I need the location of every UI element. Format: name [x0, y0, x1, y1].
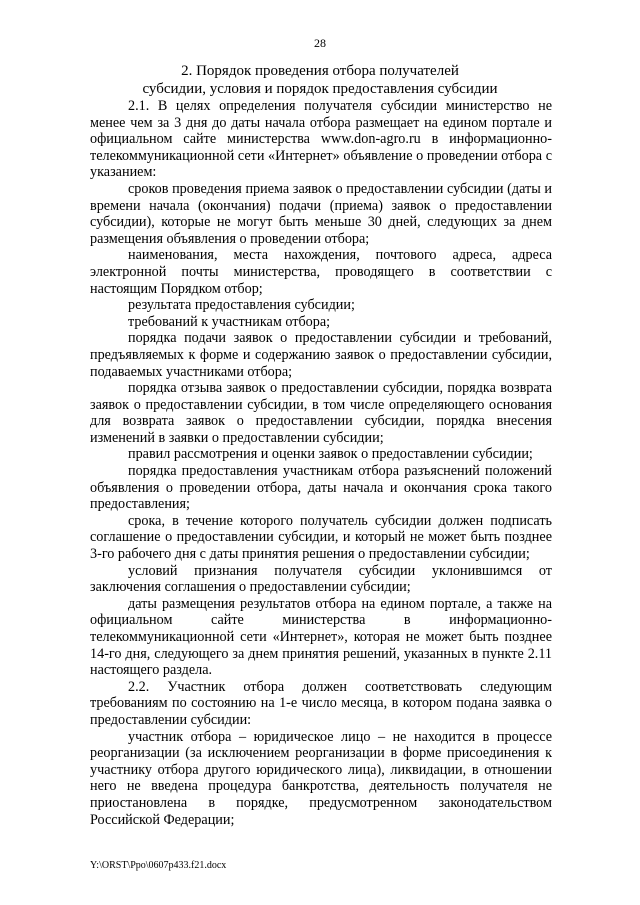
section-title-line-2: субсидии, условия и порядок предоставления субсидии: [142, 81, 498, 97]
paragraph: срока, в течение которого получатель субсидии должен подписать соглашение о предоставлении субсидии, и который не может быть позднее 3-го рабочего дня с даты принятия решения о предоставлении субсидии;: [90, 512, 552, 563]
paragraph: даты размещения результатов отбора на едином портале, а также на официальном сайте министерства в информационно-телекоммуникационной сети «Интернет», которая не может быть позднее 14-го дня, следующего за днем принятия решений, указанных в пункте 2.11 настоящего раздела.: [90, 595, 552, 679]
paragraph: наименования, места нахождения, почтового адреса, адреса электронной почты министерства, проводящего в соответствии с настоящим Порядком отбор;: [90, 247, 552, 297]
paragraph: правил рассмотрения и оценки заявок о предоставлении субсидии;: [128, 446, 533, 463]
paragraph: условий признания получателя субсидии уклонившимся от заключения соглашения о предоставлении субсидии;: [90, 562, 552, 596]
paragraph: порядка предоставления участникам отбора разъяснений положений объявления о проведении отбора, даты начала и окончания срока такого предоставления;: [90, 463, 552, 513]
paragraph: порядка подачи заявок о предоставлении субсидии и требований, предъявляемых к форме и содержанию заявок о предоставлении субсидии, подаваемых участниками отбора;: [90, 330, 552, 380]
paragraph: результата предоставления субсидии;: [128, 297, 355, 314]
section-title: [90, 62, 550, 98]
paragraph: 2.1. В целях определения получателя субсидии министерство не менее чем за 3 дня до даты начала отбора размещает на едином портале и официальном сайте министерства www.don-agro.ru в информационно-телекоммуникационной сети «Интернет» объявление о проведении отбора с указанием:: [90, 98, 552, 181]
footer-file-path: Y:\ORST\Ppo\0607p433.f21.docx: [90, 860, 227, 871]
paragraph: 2.2. Участник отбора должен соответствовать следующим требованиям по состоянию на 1-е число месяца, в котором подана заявка о предоставлении субсидии:: [90, 678, 552, 728]
body-text: [90, 98, 552, 828]
page-number: 28: [314, 36, 326, 50]
section-title-line-1: 2. Порядок проведения отбора получателей: [181, 63, 459, 79]
paragraph: сроков проведения приема заявок о предоставлении субсидии (даты и времени начала (окончания) подачи (приема) заявок о предоставлении субсидии), которые не могут быть меньше 30 дней, следующих за днем размещения объявления о проведении отбора;: [90, 180, 552, 247]
paragraph: порядка отзыва заявок о предоставлении субсидии, порядка возврата заявок о предоставлении субсидии, в том числе определяющего основания для возврата заявок о предоставлении субсидии, порядка внесения изменений в заявки о предоставлении субсидии;: [90, 380, 552, 446]
paragraph: требований к участникам отбора;: [128, 313, 331, 330]
paragraph: участник отбора – юридическое лицо – не находится в процессе реорганизации (за исключением реорганизации в форме присоединения к участнику отбора другого юридического лица), ликвидации, в отношении него не введена процедура банкротства, деятельность получателя не приостановлена в порядке, предусмотренном законодательством Российской Федерации;: [90, 728, 552, 828]
